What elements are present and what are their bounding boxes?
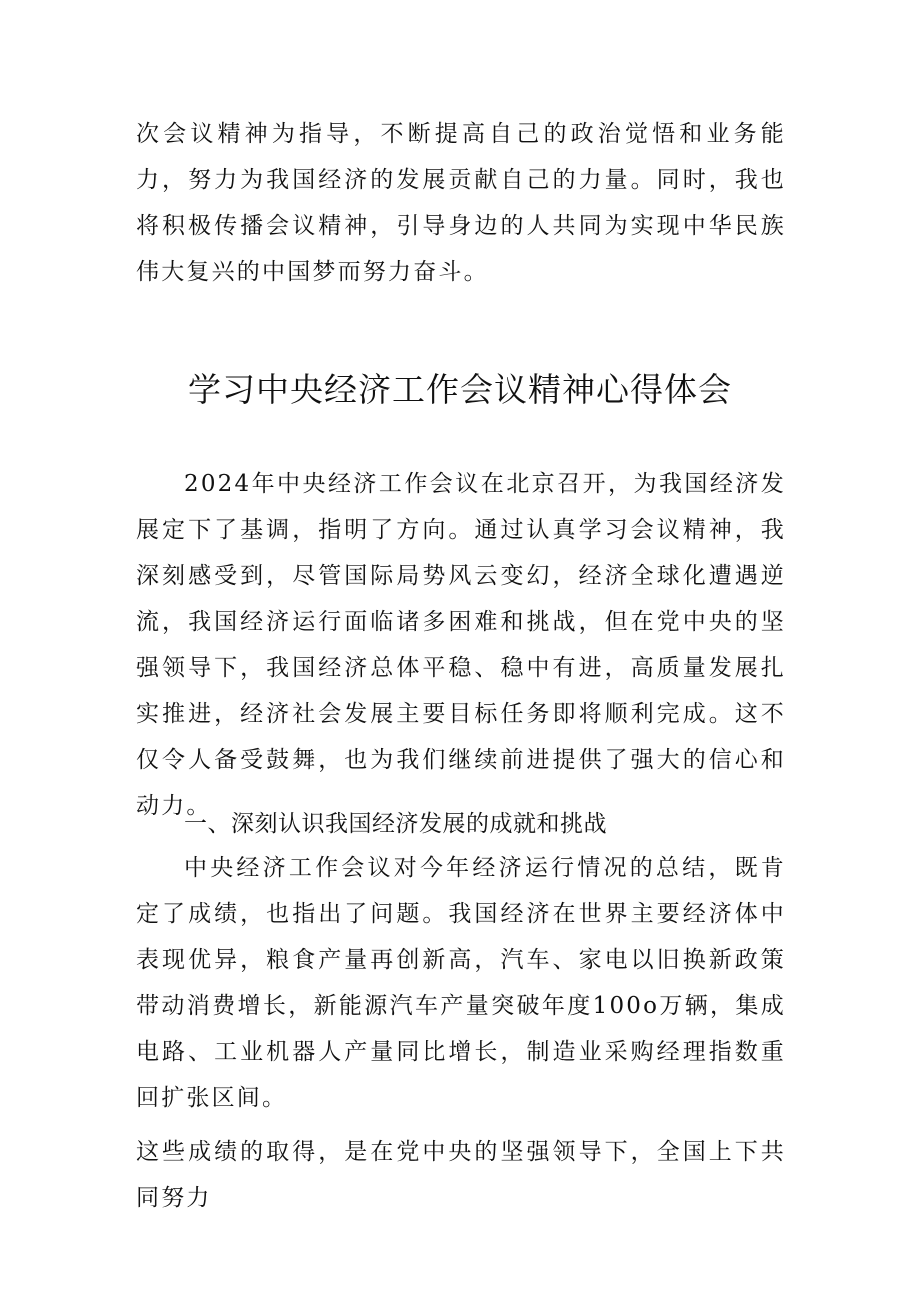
intro-paragraph: 2024年中央经济工作会议在北京召开，为我国经济发展定下了基调，指明了方向。通过认真学习会议精神，我深刻感受到，尽管国际局势风云变幻，经济全球化遭遇逆流，我国经济运行面临诸多困难和挑战，但在党中央的坚强领导下，我国经济总体平稳、稳中有进，高质量发展扎实推进，经济社会发展主要目标任务即将顺利完成。这不仅令人备受鼓舞，也为我们继续前进提供了强大的信心和动力。 [136, 471, 786, 819]
document-title: 学习中央经济工作会议精神心得体会 [188, 370, 732, 409]
trailing-paragraph: 这些成绩的取得，是在党中央的坚强领导下，全国上下共同努力 [136, 1139, 786, 1211]
continuation-paragraph: 次会议精神为指导，不断提高自己的政治觉悟和业务能力，努力为我国经济的发展贡献自己的力量。同时，我也将积极传播会议精神，引导身边的人共同为实现中华民族伟大复兴的中国梦而努力奋斗。 [136, 121, 786, 285]
section-heading: 一、深刻认识我国经济发展的成就和挑战 [184, 811, 607, 837]
section-paragraph: 中央经济工作会议对今年经济运行情况的总结，既肯定了成绩，也指出了问题。我国经济在世界主要经济体中表现优异，粮食产量再创新高，汽车、家电以旧换新政策带动消费增长，新能源汽车产量突破年度100o万辆，集成电路、工业机器人产量同比增长，制造业采购经理指数重回扩张区间。 [136, 855, 786, 1111]
